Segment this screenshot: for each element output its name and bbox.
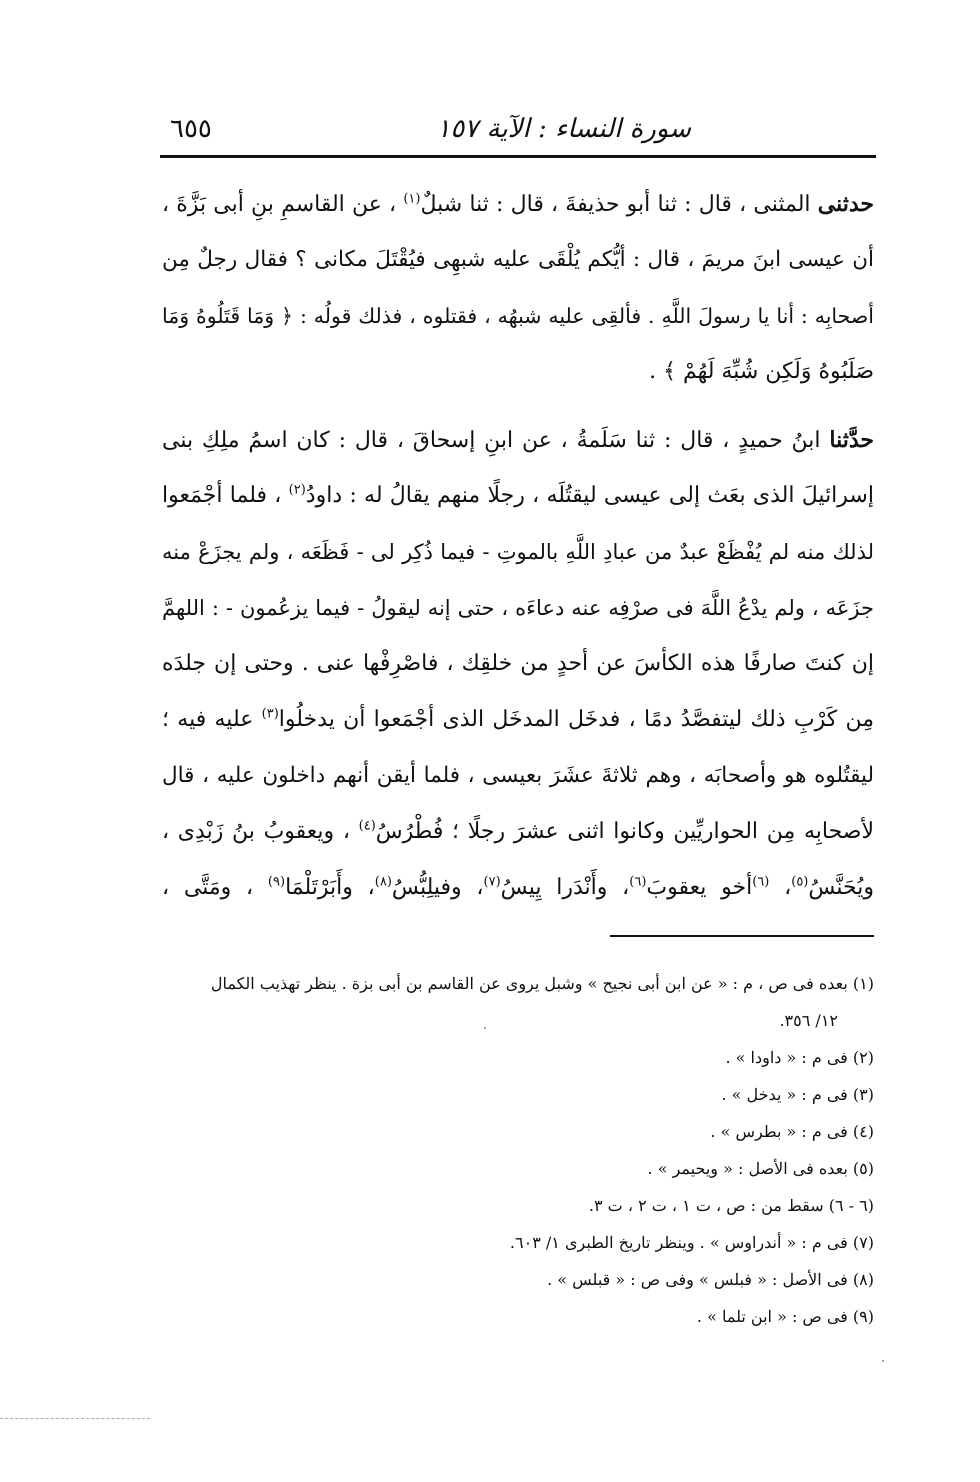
footnote-ref: (٩) xyxy=(267,874,286,890)
text-line xyxy=(162,468,874,524)
narration-lead: حدثنى xyxy=(817,191,874,217)
scan-speck xyxy=(882,1360,884,1362)
header-divider xyxy=(160,155,876,158)
text-line: أصحابِه : أنا يا رسولَ اللَّهِ . فألقِى عليه شبهُه ، فقتلوه ، فذلك قولُه : ﴿ وَمَا قَتَلُوهُ وَمَا xyxy=(162,304,874,328)
page-number: ٦٥٥ xyxy=(170,114,212,144)
footnote-4: (٤) فى م : « بطرس » . xyxy=(710,1122,874,1141)
text-line: إن كنتَ صارفًا هذه الكأسَ عن أحدٍ من خلقِك ، فاصْرِفْها عنى . وحتى إن جلدَه xyxy=(162,651,874,676)
text-line xyxy=(162,692,874,748)
line-text: ، ويعقوبُ بنُ زَبْدِى ، xyxy=(162,819,350,844)
footnote-2: (٢) فى م : « داودا » . xyxy=(725,1048,874,1067)
line-text: عليه فيه ؛ xyxy=(162,707,254,732)
line-text: ويُحَنَّسُ xyxy=(808,875,874,900)
narration-lead: حدَّثنا xyxy=(829,427,874,453)
footnote-ref: (٧) xyxy=(483,874,501,890)
footnote-ref: (١) xyxy=(403,191,421,207)
line-text: ، فلما أجْمَعوا xyxy=(162,483,282,508)
footnote-ref: (٦) xyxy=(629,874,647,890)
line-text: لأصحابِه مِن الحواريِّين وكانوا اثنى عشرَ رجلًا ؛ فُطْرُسُ xyxy=(375,819,874,844)
line-text: إسرائيلَ الذى بعَث إلى عيسى ليقتُلَه ، رجلًا منهم يقالُ له : داودُ xyxy=(305,483,874,508)
line-text: ، xyxy=(769,875,792,900)
line-text: أخو يعقوبَ xyxy=(646,875,753,900)
text-line xyxy=(162,804,874,860)
footnote-ref: (٣) xyxy=(261,706,279,722)
footnote-ref: (٤) xyxy=(358,818,376,834)
footnote-8: (٨) فى الأصل : « فبلس » وفى ص : « قبلس » . xyxy=(547,1270,874,1289)
footnote-ref: (٦) xyxy=(752,874,770,890)
footnote-5: (٥) بعده فى الأصل : « ويحيمر » . xyxy=(647,1159,874,1178)
text-line: أن عيسى ابنَ مريمَ ، قال : أيُّكم يُلْقَى عليه شبهِى فيُقْتَلَ مكانى ؟ فقال رجلٌ مِن xyxy=(162,247,874,272)
footnote-divider xyxy=(610,935,874,937)
line-text: ابنُ حميدٍ ، قال : ثنا سَلَمةُ ، عن ابنِ إسحاقَ ، قال : كان اسمُ ملِكِ بنى xyxy=(162,428,821,453)
line-text: ، وأَنْدَرا يِيسُ xyxy=(500,875,630,900)
line-text: ، عن القاسمِ بنِ أبى بَزَّةَ ، xyxy=(162,192,397,217)
text-line xyxy=(162,412,874,468)
line-text: مِن كَرْبِ ذلك ليتفصَّدُ دمًا ، فدخَل المدخَل الذى أجْمَعوا أن يدخلُوا xyxy=(278,707,874,732)
footnote-9: (٩) فى ص : « ابن تلما » . xyxy=(696,1307,874,1326)
text-line xyxy=(162,860,874,916)
line-text: ، ومَتَّى ، xyxy=(162,875,254,900)
text-line: جزَعَه ، ولم يدْعُ اللَّهَ فى صرْفِه عنه دعاءَه ، حتى إنه ليقولُ - فيما يزعُمون - : اللهمَّ xyxy=(162,596,874,620)
footnote-ref: (٨) xyxy=(374,874,392,890)
text-line: لذلك منه لم يُفْظَعْ عبدٌ من عبادِ اللَّهِ بالموتِ - فيما ذُكِر لى - فَظَعَه ، ولم يجزَعْ منه xyxy=(162,540,874,564)
paragraph-1 xyxy=(162,176,874,400)
surah-heading: سورة النساء : الآية ١٥٧ xyxy=(436,114,691,144)
paragraph-2 xyxy=(162,412,874,916)
main-text xyxy=(162,176,874,916)
footnote-3: (٣) فى م : « يدخل » . xyxy=(721,1085,874,1104)
footnote-7: (٧) فى م : « أندراوس » . وينظر تاريخ الطبرى ١/ ٦٠٣. xyxy=(509,1233,874,1252)
footnote-6: (٦ - ٦) سقط من : ص ، ت ١ ، ت ٢ ، ت ٣. xyxy=(588,1196,874,1215)
line-text: ، وفيلِبُّسُ xyxy=(391,875,484,900)
footnote-1-continuation: ١٢/ ٣٥٦. xyxy=(779,1011,838,1030)
footnote-ref: (٥) xyxy=(791,874,809,890)
text-line xyxy=(162,176,874,232)
footnotes xyxy=(162,965,874,1335)
footnote-ref: (٢) xyxy=(288,482,306,498)
footnote-1: (١) بعده فى ص ، م : « عن ابن أبى نجيح » وشبل يروى عن القاسم بن أبى بزة . ينظر تهذيب الكمال xyxy=(210,974,874,993)
line-text: ، وأَبَرْتَلْمَا xyxy=(285,875,375,900)
scan-edge-mark xyxy=(0,1418,150,1419)
running-header xyxy=(160,110,876,152)
scan-speck xyxy=(484,1027,486,1029)
text-line: ليقتُلوه هو وأصحابَه ، وهم ثلاثةَ عشَرَ بعيسى ، فلما أيقن أنهم داخلون عليه ، قال xyxy=(162,763,874,788)
text-line: صَلَبُوهُ وَلَكِن شُبِّهَ لَهُمْ ﴾ . xyxy=(649,359,874,384)
line-text: المثنى ، قال : ثنا أبو حذيفةَ ، قال : ثنا شبلٌ xyxy=(420,192,811,217)
